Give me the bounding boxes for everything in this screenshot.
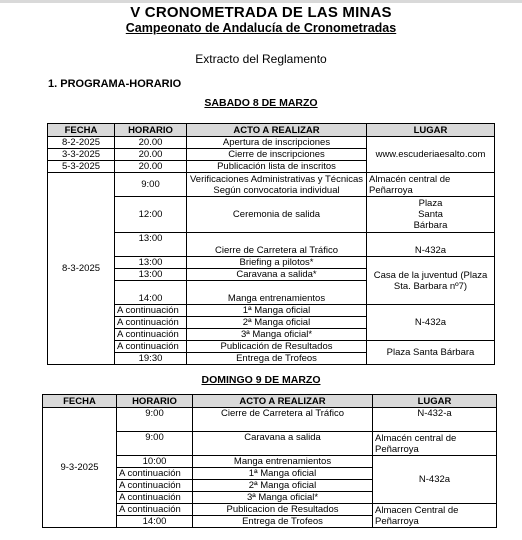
acto-cell: Entrega de Trofeos — [193, 516, 373, 528]
fecha-group-cell: 9-3-2025 — [43, 408, 117, 528]
page-top-edge — [0, 0, 522, 3]
acto-cell: Manga entrenamientos — [187, 281, 367, 305]
table-row — [43, 408, 497, 432]
table-header-row — [48, 124, 495, 137]
horario-cell: A continuación — [115, 317, 187, 329]
table-row — [48, 257, 495, 269]
acto-cell: Ceremonia de salida — [187, 197, 367, 233]
lugar-line: Santa — [418, 209, 443, 220]
acto-cell: Publicacion de Resultados — [193, 504, 373, 516]
acto-cell: Caravana a salida* — [187, 269, 367, 281]
acto-cell: Publicación de Resultados — [187, 341, 367, 353]
acto-cell: 1ª Manga oficial — [187, 305, 367, 317]
fecha-cell: 3-3-2025 — [48, 149, 115, 161]
acto-cell: Manga entrenamientos — [193, 456, 373, 468]
lugar-cell: N-432a — [367, 233, 495, 257]
acto-cell: Cierre de Carretera al Tráfico — [187, 233, 367, 257]
day2-heading: DOMINGO 9 DE MARZO — [201, 374, 321, 386]
page-title: V CRONOMETRADA DE LAS MINAS — [130, 4, 392, 21]
lugar-cell: N-432-a — [373, 408, 497, 432]
page-subtitle: Campeonato de Andalucía de Cronometradas — [125, 21, 397, 35]
table-row — [48, 341, 495, 353]
horario-cell: 14:00 — [115, 281, 187, 305]
lugar-cell: N-432a — [373, 456, 497, 504]
horario-cell: 20.00 — [115, 137, 187, 149]
col-header-lugar: LUGAR — [367, 124, 495, 137]
lugar-cell: Almacen Central de Peñarroya — [373, 504, 497, 528]
horario-cell: 9:00 — [117, 408, 193, 432]
lugar-line: Bárbara — [413, 220, 448, 231]
schedule-table-day2 — [42, 394, 497, 528]
fecha-cell: 8-2-2025 — [48, 137, 115, 149]
horario-cell: 13:00 — [115, 233, 187, 257]
lugar-cell: www.escuderiaesalto.com — [367, 137, 495, 173]
acto-cell: Publicación lista de inscritos — [187, 161, 367, 173]
acto-cell: Cierre de Carretera al Tráfico — [193, 408, 373, 432]
lugar-cell: Casa de la juventud (Plaza Sta. Barbara nº7) — [367, 257, 495, 305]
section-heading: 1. PROGRAMA-HORARIO — [48, 78, 182, 90]
col-header-lugar: LUGAR — [373, 395, 497, 408]
acto-cell: Verificaciones Administrativas y Técnicas Según convocatoria individual — [187, 173, 367, 197]
col-header-acto: ACTO A REALIZAR — [187, 124, 367, 137]
table-row — [48, 305, 495, 317]
lugar-cell: Almacén central de Peñarroya — [367, 173, 495, 197]
horario-cell: 13:00 — [115, 269, 187, 281]
horario-cell: 9:00 — [115, 173, 187, 197]
col-header-horario: HORARIO — [117, 395, 193, 408]
horario-cell: 20.00 — [115, 149, 187, 161]
acto-cell: 3ª Manga oficial* — [193, 492, 373, 504]
horario-cell: A continuación — [115, 305, 187, 317]
col-header-horario: HORARIO — [115, 124, 187, 137]
acto-cell: Cierre de inscripciones — [187, 149, 367, 161]
col-header-fecha: FECHA — [43, 395, 117, 408]
table-row — [48, 173, 495, 197]
acto-cell: Entrega de Trofeos — [187, 353, 367, 365]
table-header-row — [43, 395, 497, 408]
col-header-acto: ACTO A REALIZAR — [193, 395, 373, 408]
horario-cell: 14:00 — [117, 516, 193, 528]
horario-cell: A continuación — [117, 468, 193, 480]
acto-cell: Caravana a salida — [193, 432, 373, 456]
horario-cell: 9:00 — [117, 432, 193, 456]
horario-cell: 13:00 — [115, 257, 187, 269]
col-header-fecha: FECHA — [48, 124, 115, 137]
table-row — [48, 197, 495, 233]
fecha-cell: 5-3-2025 — [48, 161, 115, 173]
acto-cell: 1ª Manga oficial — [193, 468, 373, 480]
fecha-group-cell: 8-3-2025 — [48, 173, 115, 365]
horario-cell: 12:00 — [115, 197, 187, 233]
schedule-table-day1 — [47, 123, 495, 365]
acto-cell: 2ª Manga oficial — [193, 480, 373, 492]
horario-cell: A continuación — [115, 329, 187, 341]
acto-cell: 3ª Manga oficial* — [187, 329, 367, 341]
horario-cell: A continuación — [117, 492, 193, 504]
day1-heading: SABADO 8 DE MARZO — [204, 97, 318, 109]
horario-cell: A continuación — [117, 480, 193, 492]
extract-heading: Extracto del Reglamento — [195, 52, 327, 66]
lugar-cell: Plaza Santa Bárbara — [367, 341, 495, 365]
horario-cell: 10:00 — [117, 456, 193, 468]
acto-cell: 2ª Manga oficial — [187, 317, 367, 329]
table-row — [48, 233, 495, 257]
lugar-cell-plaza — [367, 197, 495, 233]
lugar-cell: N-432a — [367, 305, 495, 341]
lugar-line: Plaza — [418, 198, 443, 209]
horario-cell: A continuación — [117, 504, 193, 516]
horario-cell: 19:30 — [115, 353, 187, 365]
acto-cell: Briefing a pilotos* — [187, 257, 367, 269]
lugar-cell: Almacén central de Peñarroya — [373, 432, 497, 456]
horario-cell: A continuación — [115, 341, 187, 353]
horario-cell: 20.00 — [115, 161, 187, 173]
acto-cell: Apertura de inscripciones — [187, 137, 367, 149]
table-row — [48, 137, 495, 149]
